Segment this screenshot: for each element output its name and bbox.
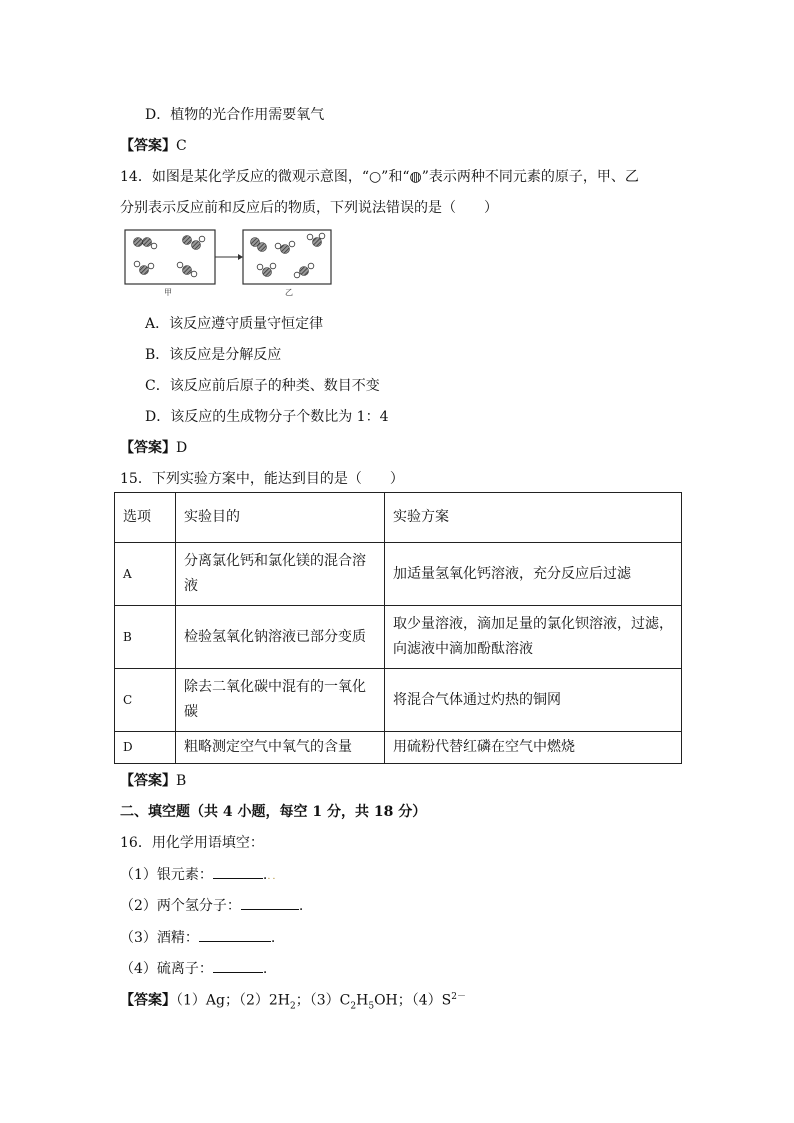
answer-blank [213,958,263,973]
q14-option-a: A．该反应遵守质量守恒定律 [145,316,324,332]
q13-option-d: D．植物的光合作用需要氧气 [145,107,325,123]
row-goal: 除去二氧化碳中混有的一氧化 碳 [176,669,385,732]
row-option: A [115,543,176,606]
answer-blank [199,927,271,942]
answer-label: 【答案】 [120,440,176,456]
answer-label: 【答案】 [120,992,176,1009]
table-row [115,543,682,606]
table-row [115,732,682,764]
section-heading: 二、填空题（共 4 小题，每空 1 分，共 18 分） [120,804,427,820]
row-plan: 用硫粉代替红磷在空气中燃烧 [385,732,682,764]
table-row [115,669,682,732]
row-goal: 检验氢氧化钠溶液已部分变质 [176,606,385,669]
answer-value: B [176,773,187,789]
q16-item-3: （3）酒精： . [120,927,275,947]
q13-answer [120,135,187,155]
header-plan: 实验方案 [385,493,682,543]
q16-item-1: （1）银元素： .．． [120,864,282,884]
table-row [115,606,682,669]
row-goal: 分离氯化钙和氯化镁的混合溶 液 [176,543,385,606]
answer-value: D [176,440,188,456]
q14-option-d: D．该反应的生成物分子个数比为 1：4 [145,409,389,425]
q14-option-c: C．该反应前后原子的种类、数目不变 [145,378,380,394]
row-option: D [115,732,176,764]
answer-label: 【答案】 [120,773,176,789]
answer-blank [241,895,299,910]
q15-stem: 15．下列实验方案中，能达到目的是（ ） [120,471,404,487]
header-goal: 实验目的 [176,493,385,543]
table-header-row [115,493,682,543]
experiment-table [114,492,682,764]
q16-answer: 【答案】（1）Ag；$(2)2H_2$；$(3)C_2H_5OH$；$(4)S^{2-}$ [120,992,466,1012]
label-before: 甲 [164,288,172,297]
answer-label: 【答案】 [120,138,176,154]
q14-stem-line1: 14．如图是某化学反应的微观示意图，“○”和“◍”表示两种不同元素的原子，甲、乙 [120,169,639,185]
q15-answer [120,770,186,790]
row-goal: 粗略测定空气中氧气的含量 [176,732,385,764]
row-option: B [115,606,176,669]
row-plan: 加适量氢氧化钙溶液，充分反应后过滤 [385,543,682,606]
q16-stem: 16．用化学用语填空： [120,835,264,851]
q16-item-2: （2）两个氢分子： . [120,895,303,915]
q14-stem-line2: 分别表示反应前和反应后的物质，下列说法错误的是（ ） [120,200,498,216]
row-plan: 将混合气体通过灼热的铜网 [385,669,682,732]
q14-answer [120,437,187,457]
answer-blank [213,864,263,879]
header-option: 选项 [115,493,176,543]
row-option: C [115,669,176,732]
q16-item-4: （4）硫离子： . [120,958,267,978]
q14-option-b: B．该反应是分解反应 [145,347,282,363]
answer-value: C [176,138,187,154]
reaction-diagram [122,228,334,298]
row-plan: 取少量溶液，滴加足量的氯化钡溶液，过滤， 向滤液中滴加酚酞溶液 [385,606,682,669]
label-after: 乙 [285,288,293,297]
